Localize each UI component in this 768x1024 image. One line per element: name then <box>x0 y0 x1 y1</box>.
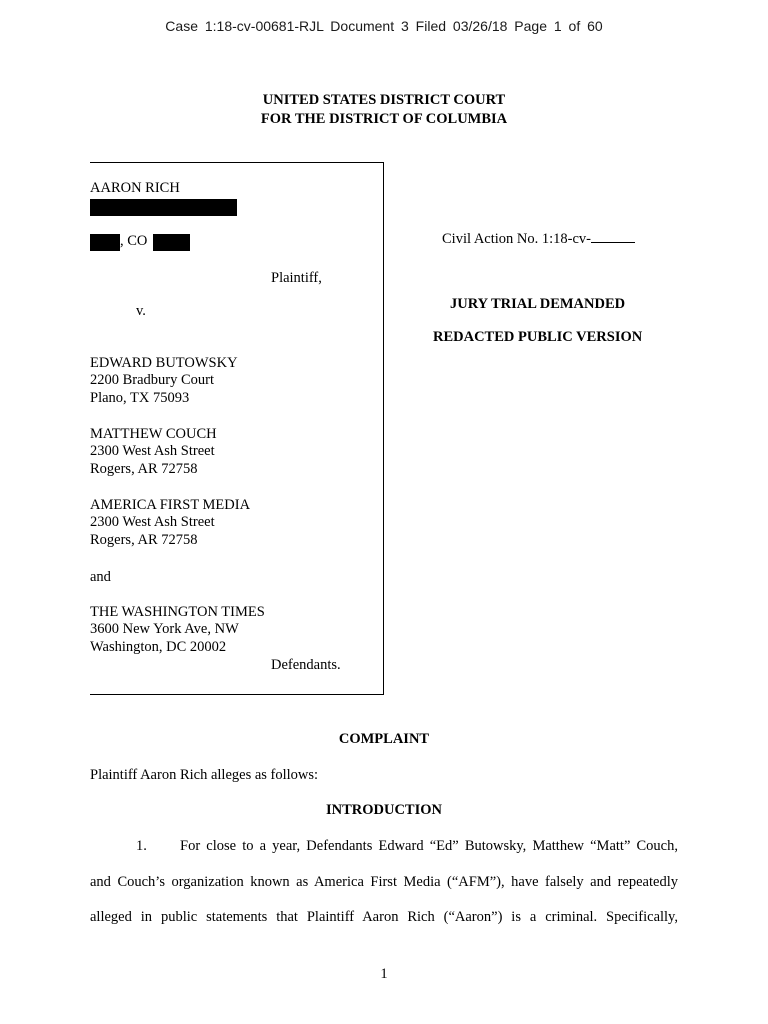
redacted-public-version: REDACTED PUBLIC VERSION <box>433 329 643 345</box>
defendant-city: Washington, DC 20002 <box>90 639 227 655</box>
defendant-name: EDWARD BUTOWSKY <box>90 355 238 371</box>
defendants-label: Defendants. <box>271 657 341 673</box>
versus: v. <box>136 303 146 319</box>
civil-action-text: Civil Action No. 1:18-cv- <box>442 231 592 247</box>
defendant-address: 3600 New York Ave, NW <box>90 621 239 637</box>
paragraph-line: and Couch’s organization known as America First Media (“AFM”), have falsely and repeatedly <box>90 874 678 890</box>
page-number: 1 <box>380 966 388 982</box>
court-name-line1: UNITED STATES DISTRICT COURT <box>262 92 506 108</box>
defendant-name: MATTHEW COUCH <box>90 426 217 442</box>
redaction-bar <box>153 234 190 251</box>
defendant-city: Rogers, AR 72758 <box>90 532 198 548</box>
case-number-blank <box>591 230 635 243</box>
defendant-city: Rogers, AR 72758 <box>90 461 198 477</box>
paragraph-number: 1. <box>136 838 147 854</box>
defendant-address: 2300 West Ash Street <box>90 514 215 530</box>
court-name-line2: FOR THE DISTRICT OF COLUMBIA <box>260 111 508 127</box>
defendant-address: 2300 West Ash Street <box>90 443 215 459</box>
jury-trial-demanded: JURY TRIAL DEMANDED <box>450 296 626 312</box>
civil-action-number <box>442 230 635 248</box>
intro-sentence: Plaintiff Aaron Rich alleges as follows: <box>90 767 319 783</box>
plaintiff-state: , CO <box>120 233 148 249</box>
complaint-heading: COMPLAINT <box>338 731 430 747</box>
defendant-address: 2200 Bradbury Court <box>90 372 215 388</box>
case-header: Case 1:18-cv-00681-RJL Document 3 Filed 03/26/18 Page 1 of 60 <box>165 18 603 34</box>
redaction-bar <box>90 234 120 251</box>
defendant-name: THE WASHINGTON TIMES <box>90 604 265 620</box>
introduction-heading: INTRODUCTION <box>325 802 442 818</box>
redaction-bar <box>90 199 237 216</box>
plaintiff-label: Plaintiff, <box>271 270 322 286</box>
and-text: and <box>90 569 111 585</box>
plaintiff-name: AARON RICH <box>90 180 180 196</box>
defendant-name: AMERICA FIRST MEDIA <box>90 497 251 513</box>
defendant-city: Plano, TX 75093 <box>90 390 190 406</box>
paragraph-line: alleged in public statements that Plaintiff Aaron Rich (“Aaron”) is a criminal. Specifically, <box>90 909 678 925</box>
paragraph-line: For close to a year, Defendants Edward “Ed” Butowsky, Matthew “Matt” Couch, <box>180 838 678 854</box>
